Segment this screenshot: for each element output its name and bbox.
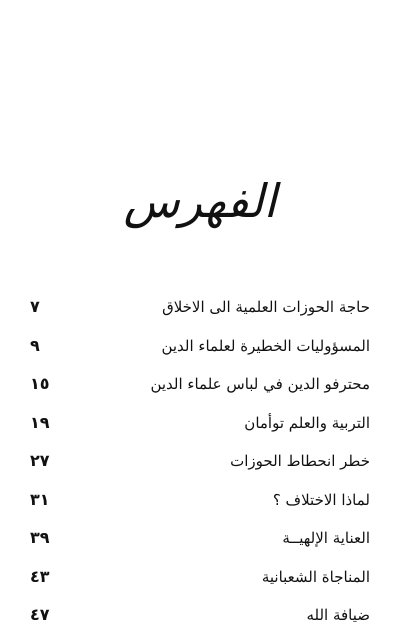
toc-entry <box>30 327 370 366</box>
toc-entry <box>30 288 370 327</box>
toc-page-number: ٤٧ <box>30 605 50 625</box>
toc-entry-title: التربية والعلم توأمان <box>244 413 370 432</box>
toc-page-number: ٤٣ <box>30 566 50 586</box>
toc-entry <box>30 365 370 404</box>
toc-page-number: ١٩ <box>30 412 50 432</box>
toc-entry-title: خطر انحطاط الحوزات <box>230 452 370 471</box>
toc-entry-title: العناية الإلهيــة <box>282 529 370 548</box>
toc-entry-title: المناجاة الشعبانية <box>261 567 370 586</box>
toc-page-number: ٧ <box>30 297 40 317</box>
toc-entry-title: حاجة الحوزات العلمية الى الاخلاق <box>162 298 370 317</box>
toc-entry <box>30 596 370 635</box>
toc-entry-title: محترفو الدين في لباس علماء الدين <box>150 375 370 394</box>
toc-entry <box>30 481 370 520</box>
toc-entry <box>30 519 370 558</box>
toc-page-number: ١٥ <box>30 374 50 394</box>
toc-entry <box>30 442 370 481</box>
toc-entry-title: لماذا الاختلاف ؟ <box>272 490 370 509</box>
toc-page-number: ٣٩ <box>30 528 50 548</box>
toc-page-number: ٩ <box>30 335 40 355</box>
toc-page-number: ٣١ <box>30 489 50 509</box>
toc-entry <box>30 404 370 443</box>
table-of-contents <box>30 288 370 635</box>
toc-entry-title: المسؤوليات الخطيرة لعلماء الدين <box>161 336 370 355</box>
toc-page-number: ٢٧ <box>30 451 50 471</box>
page-title: الفهرس <box>123 174 277 228</box>
toc-entry-title: ضيافة الله <box>306 606 370 625</box>
toc-entry <box>30 558 370 597</box>
